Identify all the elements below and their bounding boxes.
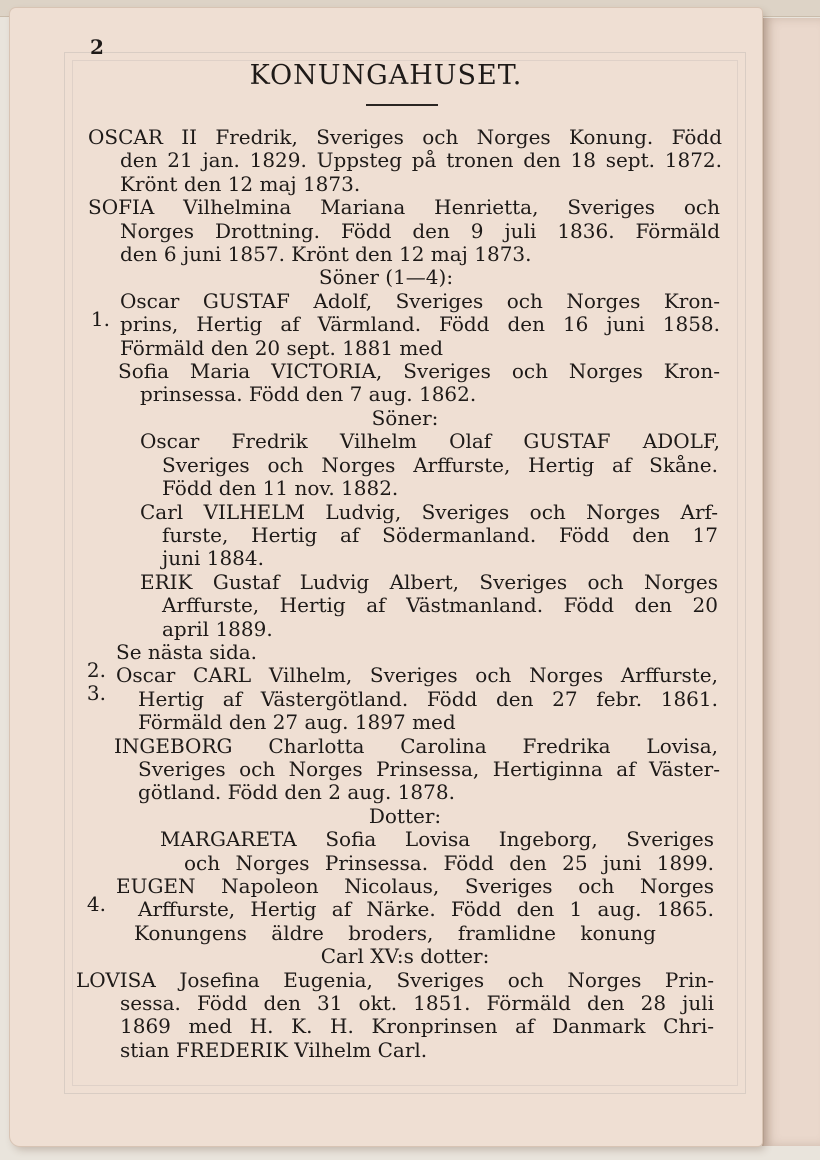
- text-line: Oscar Fredrik Vilhelm Olaf GUSTAF ADOLF,: [140, 429, 720, 454]
- text-line: OSCAR II Fredrik, Sveriges och Norges Konung. Född: [88, 125, 722, 149]
- section-heading: Dotter:: [368, 803, 442, 828]
- text-line: LOVISA Josefina Eugenia, Sveriges och Norges Prin-: [76, 967, 714, 992]
- text-line: april 1889.: [162, 616, 273, 641]
- book-page: [10, 8, 762, 1146]
- text-line: 1. Oscar GUSTAF Adolf, Sveriges och Norges Kron-: [90, 288, 720, 331]
- next-page-edge: [762, 18, 820, 1146]
- entries: [10, 126, 762, 1062]
- text-line: prins, Hertig af Värmland. Född den 16 juni 1858.: [120, 312, 720, 337]
- text-line: Förmäld den 27 aug. 1897 med: [138, 710, 456, 735]
- text-line: 3. Oscar CARL Vilhelm, Sveriges och Norges Arffurste,: [86, 663, 718, 706]
- text-line: juni 1884.: [162, 546, 264, 571]
- page-number: 2: [90, 35, 104, 59]
- text-line: och Norges Prinsessa. Född den 25 juni 1899.: [184, 850, 714, 875]
- text-line: sessa. Född den 31 okt. 1851. Förmäld den 28 juli: [120, 991, 714, 1016]
- text-line: Hertig af Västergötland. Född den 27 febr. 1861.: [138, 686, 718, 711]
- text-line: furste, Hertig af Södermanland. Född den 17: [162, 522, 718, 547]
- text-line: Norges Drottning. Född den 9 juli 1836. Förmäld: [120, 218, 720, 243]
- section-heading: Söner (1—4):: [318, 265, 454, 290]
- text-line: ERIK Gustaf Ludvig Albert, Sveriges och Norges: [140, 569, 718, 594]
- text-line: götland. Född den 2 aug. 1878.: [138, 780, 455, 805]
- text-line: den 6 juni 1857. Krönt den 12 maj 1873.: [120, 242, 532, 267]
- text-line: prinsessa. Född den 7 aug. 1862.: [140, 382, 477, 407]
- text-line: 4. EUGEN Napoleon Nicolaus, Sveriges och Norges: [86, 874, 714, 916]
- text-line: 2. Se nästa sida.: [86, 639, 258, 682]
- title-rule: [366, 104, 438, 106]
- text-line: Född den 11 nov. 1882.: [162, 476, 399, 501]
- text-line: Krönt den 12 maj 1873.: [120, 171, 361, 196]
- text-line: Arffurste, Hertig af Närke. Född den 1 aug. 1865.: [138, 897, 714, 922]
- text-line: Sveriges och Norges Prinsessa, Hertiginna af Väster-: [138, 756, 720, 781]
- text-line: SOFIA Vilhelmina Mariana Henrietta, Sveriges och: [88, 195, 720, 220]
- text-line: INGEBORG Charlotta Carolina Fredrika Lovisa,: [114, 733, 718, 758]
- section-heading: Carl XV:s dotter:: [320, 944, 490, 969]
- page-title: KONUNGAHUSET.: [249, 60, 523, 91]
- text-line: stian FREDERIK Vilhelm Carl.: [120, 1037, 428, 1062]
- text-line: Arffurste, Hertig af Västmanland. Född den 20: [162, 593, 718, 618]
- text-line: MARGARETA Sofia Lovisa Ingeborg, Sveriges: [160, 827, 714, 852]
- text-line: Sofia Maria VICTORIA, Sveriges och Norges Kron-: [118, 359, 720, 384]
- section-heading: Konungens äldre broders, framlidne konung: [134, 920, 656, 945]
- text-line: Sveriges och Norges Arffurste, Hertig af Skåne.: [162, 452, 718, 477]
- text-line: Carl VILHELM Ludvig, Sveriges och Norges Arf-: [140, 499, 718, 524]
- text-line: den 21 jan. 1829. Uppsteg på tronen den 18 sept. 1872.: [120, 148, 722, 173]
- text-line: 1869 med H. K. H. Kronprinsen af Danmark Chri-: [120, 1014, 714, 1039]
- text-line: Förmäld den 20 sept. 1881 med: [120, 335, 444, 360]
- section-heading: Söner:: [371, 405, 439, 430]
